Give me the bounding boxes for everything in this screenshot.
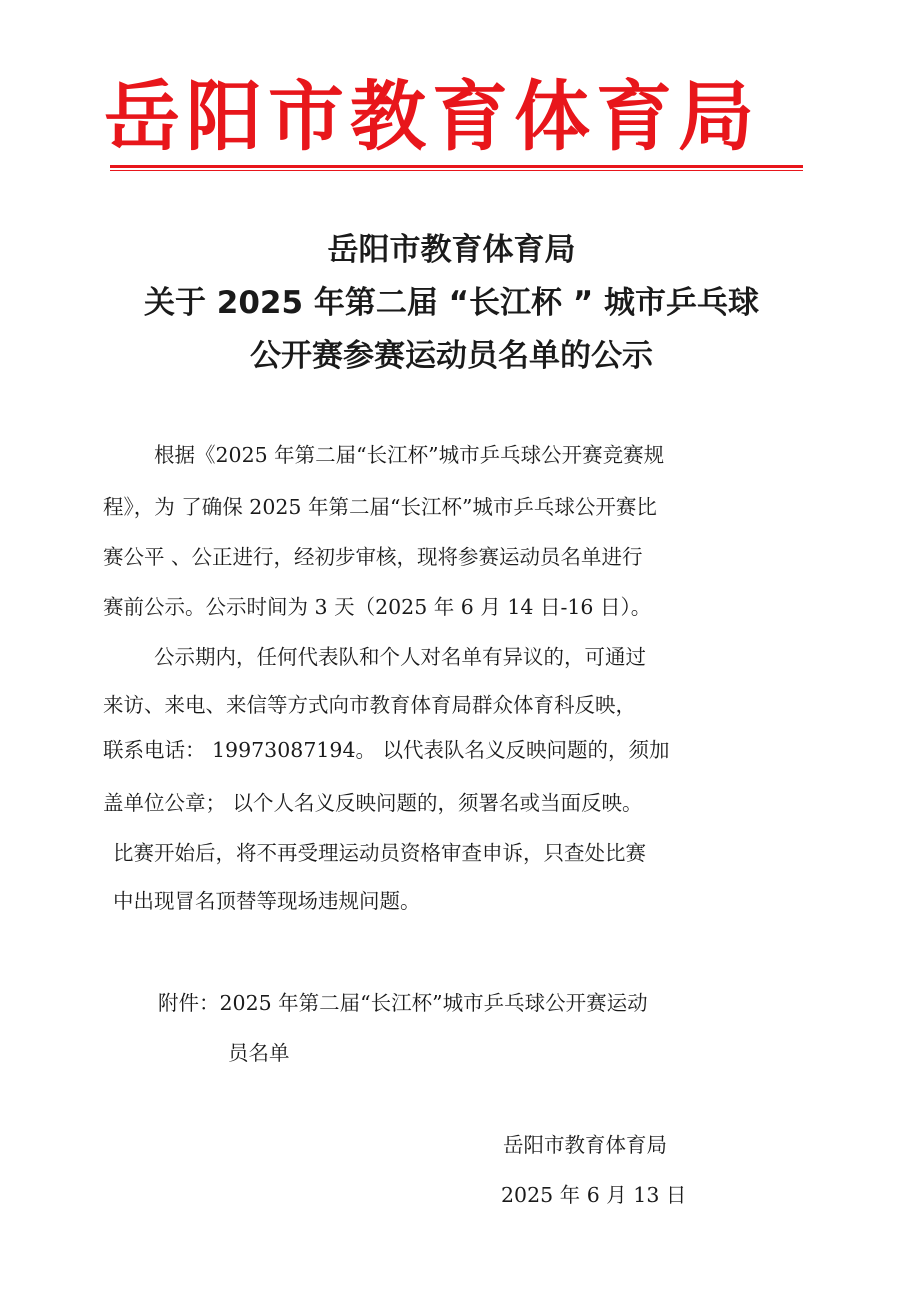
paragraph-line: 中出现冒名顶替等现场违规问题。: [113, 889, 421, 913]
paragraph-line: 比赛开始后，将不再受理运动员资格审查申诉，只查处比赛: [113, 841, 646, 865]
paragraph-line: 根据《2025 年第二届“长江杯”城市乒乓球公开赛竞赛规: [154, 443, 665, 467]
document-title-line-1: 岳阳市教育体育局: [327, 232, 576, 268]
masthead-divider: [110, 165, 803, 168]
signature-date: 2025 年 6 月 13 日: [501, 1183, 687, 1207]
paragraph-line: 公示期内，任何代表队和个人对名单有异议的，可通过: [154, 645, 646, 669]
document-title-line-3: 公开赛参赛运动员名单的公示: [250, 338, 653, 374]
signature-organization: 岳阳市教育体育局: [503, 1133, 667, 1157]
document-title-line-2: 关于 2025 年第二届 “长江杯 ” 城市乒乓球: [144, 285, 759, 321]
paragraph-line: 赛前公示。公示时间为 3 天（2025 年 6 月 14 日-16 日）。: [103, 595, 652, 619]
masthead-divider-thin: [110, 170, 803, 171]
masthead-title: 岳阳市教育体育局: [104, 72, 760, 161]
paragraph-line: 盖单位公章； 以个人名义反映问题的，须署名或当面反映。: [103, 791, 643, 815]
paragraph-line: 来访、来电、来信等方式向市教育体育局群众体育科反映，: [103, 693, 636, 717]
attachment-line-1: 附件：2025 年第二届“长江杯”城市乒乓球公开赛运动: [158, 991, 648, 1015]
attachment-line-2: 员名单: [228, 1041, 290, 1065]
paragraph-line: 赛公平 、公正进行，经初步审核，现将参赛运动员名单进行: [103, 545, 643, 569]
paragraph-line: 程》，为 了确保 2025 年第二届“长江杯”城市乒乓球公开赛比: [103, 495, 657, 519]
paragraph-line: 联系电话： 19973087194。 以代表队名义反映问题的，须加: [103, 738, 670, 762]
